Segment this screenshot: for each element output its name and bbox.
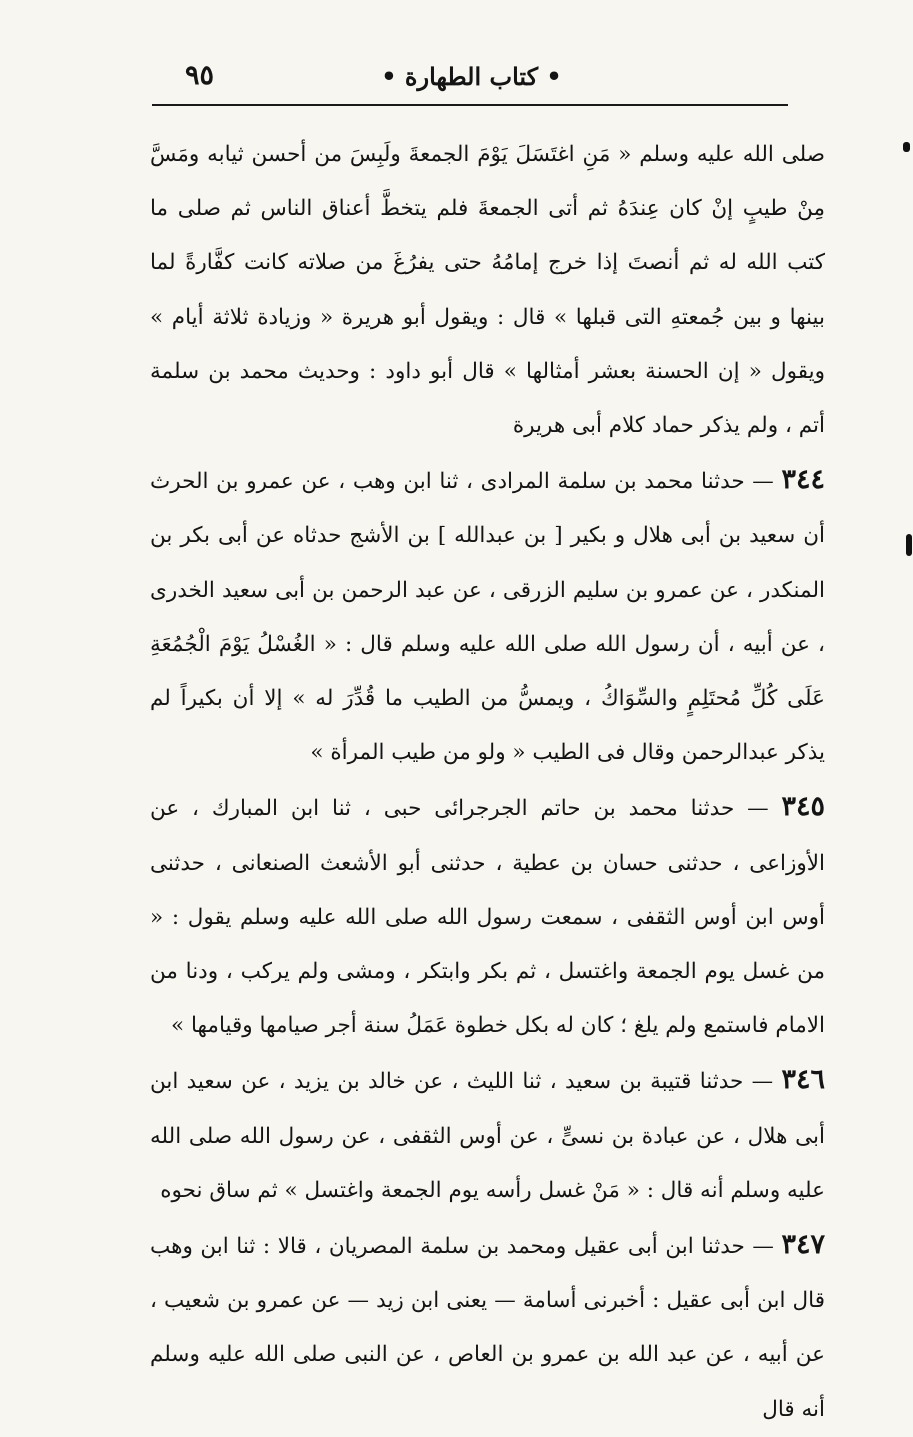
hadith-paragraph-345 [150,780,825,1053]
paragraph-text: صلى الله عليه وسلم « مَنِ اغتَسَلَ يَوْمَ الجمعةَ ولَبِسَ من أحسن ثيابه ومَسَّ مِنْ طيبٍ إنْ كان عِندَهُ ثم أتى الجمعةَ فلم يتخطَّ أعناق الناس ثم صلى ما كتب الله له ثم أنصتَ إذا خرج إمامُهُ حتى يفرُغَ من صلاته كانت كفَّارةً لما بينها و بين جُمعتهِ التى قبلها » قال : ويقول أبو هريرة « وزيادة ثلاثة أيام » ويقول « إن الحسنة بعشر أمثالها » قال أبو داود : وحديث محمد بن سلمة أتم ، ولم يذكر حماد كلام أبى هريرة [150,142,825,439]
hadith-paragraph-344 [150,453,825,780]
running-title: • كتاب الطهارة • [381,62,562,91]
paragraph-text: — حدثنا محمد بن سلمة المرادى ، ثنا ابن وهب ، عن عمرو بن الحرث أن سعيد بن أبى هلال و بكير [ بن عبدالله ] بن الأشج حدثاه عن أبى بكر بن المنكدر ، عن عمرو بن سليم الزرقى ، عن عبد الرحمن بن أبى سعيد الخدرى ، عن أبيه ، أن رسول الله صلى الله عليه وسلم قال : « الغُسْلُ يَوْمَ الْجُمُعَةِ عَلَى كُلِّ مُحتَلِمٍ والسِّوَاكُ ، ويمسُّ من الطيب ما قُدِّرَ له » إلا أن بكيراً لم يذكر عبدالرحمن وقال فى الطيب « ولو من طيب المرأة » [150,469,825,766]
page-edge-mark-middle [906,534,912,556]
page-header [155,58,788,100]
page-body [150,128,825,1437]
header-divider [152,104,788,106]
page-edge-mark-top [903,142,910,152]
hadith-number: ٣٤٧ [781,1229,825,1261]
hadith-number: ٣٤٤ [781,464,825,496]
paragraph-text: — حدثنا قتيبة بن سعيد ، ثنا الليث ، عن خالد بن يزيد ، عن سعيد ابن أبى هلال ، عن عبادة بن نسىٍّ ، عن أوس الثقفى ، عن رسول الله صلى الله عليه وسلم أنه قال : « مَنْ غسل رأسه يوم الجمعة واغتسل » ثم ساق نحوه [150,1069,825,1203]
hadith-number: ٣٤٦ [781,1064,825,1096]
paragraph-text: — حدثنا محمد بن حاتم الجرجرائى حبى ، ثنا ابن المبارك ، عن الأوزاعى ، حدثنى حسان بن عطية ، حدثنى أبو الأشعث الصنعانى ، حدثنى أوس ابن أوس الثقفى ، سمعت رسول الله صلى الله عليه وسلم يقول : « من غسل يوم الجمعة واغتسل ، ثم بكر وابتكر ، ومشى ولم يركب ، ودنا من الامام فاستمع ولم يلغ ؛ كان له بكل خطوة عَمَلُ سنة أجر صيامها وقيامها » [150,796,825,1039]
hadith-number: ٣٤٥ [781,791,825,823]
hadith-paragraph-347 [150,1218,825,1437]
paragraph-continuation [150,128,825,453]
paragraph-text: — حدثنا ابن أبى عقيل ومحمد بن سلمة المصريان ، قالا : ثنا ابن وهب قال ابن أبى عقيل : أخبرنى أسامة — يعنى ابن زيد — عن عمرو بن شعيب ، عن أبيه ، عن عبد الله بن عمرو بن العاص ، عن النبى صلى الله عليه وسلم أنه قال [150,1234,825,1422]
page-number: ٩٥ [185,60,215,91]
hadith-paragraph-346 [150,1053,825,1218]
